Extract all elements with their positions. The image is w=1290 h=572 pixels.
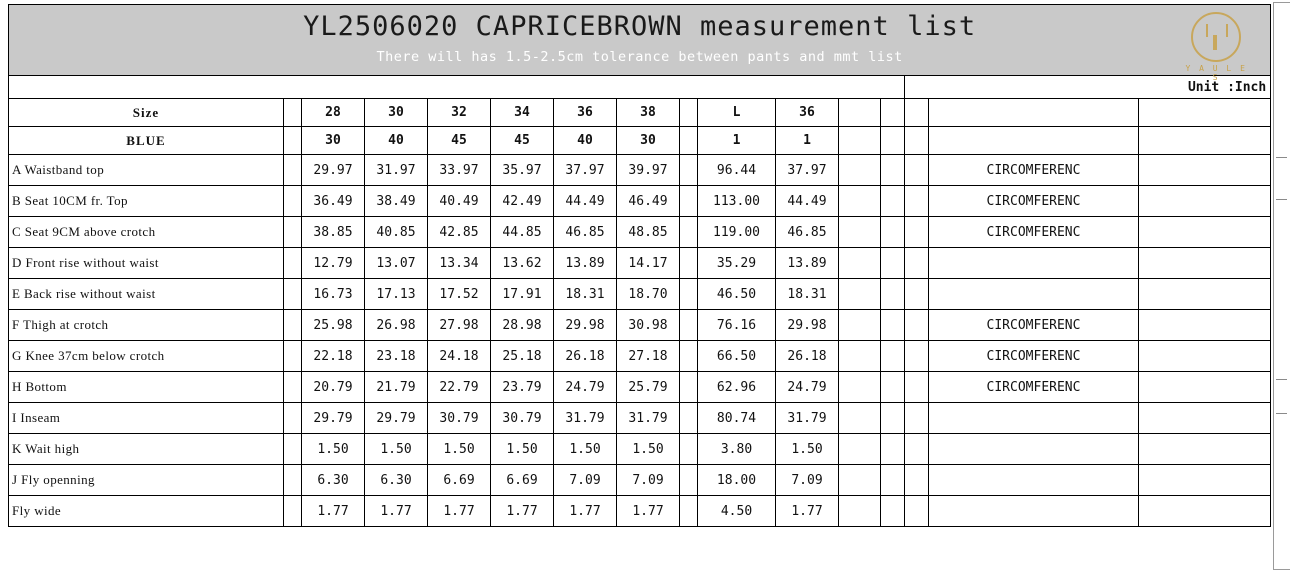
spacer-cell — [839, 403, 881, 434]
spacer-cell — [905, 496, 929, 527]
cell-total: 35.29 — [698, 248, 776, 279]
cell-size-1: 6.30 — [365, 465, 428, 496]
spacer-cell — [1139, 496, 1271, 527]
strip-tick — [1276, 157, 1287, 158]
spacer-cell — [680, 496, 698, 527]
cell-size-5: 39.97 — [617, 155, 680, 186]
cell-extra: 1.50 — [776, 434, 839, 465]
strip-tick — [1276, 379, 1287, 380]
cell-size-2: 6.69 — [428, 465, 491, 496]
cell-note — [929, 496, 1139, 527]
spacer-cell — [680, 403, 698, 434]
cell-size-0: 38.85 — [302, 217, 365, 248]
cell-size-3: 1.50 — [491, 434, 554, 465]
spacer-cell — [680, 248, 698, 279]
spacer-cell — [284, 496, 302, 527]
spacer-cell — [680, 279, 698, 310]
spacer-cell — [1139, 127, 1271, 155]
cell-note: CIRCOMFERENC — [929, 310, 1139, 341]
spacer-cell — [881, 341, 905, 372]
spacer-cell — [905, 372, 929, 403]
cell-size-1: 23.18 — [365, 341, 428, 372]
spacer-cell — [905, 341, 929, 372]
cell-size-3: 23.79 — [491, 372, 554, 403]
cell-size-4: 37.97 — [554, 155, 617, 186]
spacer-cell — [1139, 341, 1271, 372]
cell-total: 76.16 — [698, 310, 776, 341]
spacer-cell — [284, 99, 302, 127]
spacer-cell — [284, 248, 302, 279]
cell-total: 66.50 — [698, 341, 776, 372]
cell-extra: 29.98 — [776, 310, 839, 341]
header-size-4: 40 — [554, 127, 617, 155]
spacer-cell — [284, 341, 302, 372]
table-row — [9, 217, 1271, 248]
document-subtitle: There will has 1.5-2.5cm tolerance between pants and mmt list — [376, 49, 903, 65]
cell-size-5: 7.09 — [617, 465, 680, 496]
cell-size-3: 35.97 — [491, 155, 554, 186]
spacer-cell — [1139, 465, 1271, 496]
spacer-cell — [839, 99, 881, 127]
spacer-cell — [905, 310, 929, 341]
note-cell — [929, 127, 1139, 155]
spacer-cell — [680, 186, 698, 217]
spacer-cell — [680, 99, 698, 127]
spacer-cell — [905, 155, 929, 186]
cell-total: 3.80 — [698, 434, 776, 465]
cell-extra: 24.79 — [776, 372, 839, 403]
cell-size-4: 1.77 — [554, 496, 617, 527]
spacer-cell — [839, 496, 881, 527]
cell-size-3: 28.98 — [491, 310, 554, 341]
spacer-cell — [839, 127, 881, 155]
cell-total: 18.00 — [698, 465, 776, 496]
spacer-cell — [1139, 372, 1271, 403]
unit-label: Unit :Inch — [905, 76, 1271, 99]
spacer-cell — [680, 217, 698, 248]
table-row — [9, 496, 1271, 527]
spacer-cell — [881, 279, 905, 310]
cell-extra: 31.79 — [776, 403, 839, 434]
spacer-cell — [284, 186, 302, 217]
cell-size-2: 1.77 — [428, 496, 491, 527]
header-size-3: 34 — [491, 99, 554, 127]
spacer-cell — [284, 155, 302, 186]
cell-size-5: 14.17 — [617, 248, 680, 279]
spacer-cell — [839, 372, 881, 403]
spacer-cell — [680, 372, 698, 403]
cell-extra: 44.49 — [776, 186, 839, 217]
unit-row-spacer — [9, 76, 905, 99]
cell-size-5: 1.50 — [617, 434, 680, 465]
strip-tick — [1276, 413, 1287, 414]
table-header-row — [9, 127, 1271, 155]
spacer-cell — [881, 496, 905, 527]
spacer-cell — [284, 217, 302, 248]
cell-total: 46.50 — [698, 279, 776, 310]
cell-size-0: 12.79 — [302, 248, 365, 279]
header-size-5: 38 — [617, 99, 680, 127]
cell-size-1: 13.07 — [365, 248, 428, 279]
cell-total: 80.74 — [698, 403, 776, 434]
spacer-cell — [881, 403, 905, 434]
spacer-cell — [680, 155, 698, 186]
row-label: I Inseam — [9, 403, 284, 434]
spacer-cell — [839, 217, 881, 248]
cell-size-2: 42.85 — [428, 217, 491, 248]
cell-size-5: 30.98 — [617, 310, 680, 341]
spacer-cell — [839, 341, 881, 372]
cell-total: 113.00 — [698, 186, 776, 217]
spacer-cell — [905, 434, 929, 465]
spacer-cell — [1139, 99, 1271, 127]
cell-note: CIRCOMFERENC — [929, 155, 1139, 186]
cell-size-2: 27.98 — [428, 310, 491, 341]
cell-size-0: 20.79 — [302, 372, 365, 403]
cell-size-1: 38.49 — [365, 186, 428, 217]
cell-size-0: 6.30 — [302, 465, 365, 496]
spacer-cell — [680, 434, 698, 465]
cell-size-1: 26.98 — [365, 310, 428, 341]
cell-size-2: 1.50 — [428, 434, 491, 465]
cell-extra: 37.97 — [776, 155, 839, 186]
table-row — [9, 155, 1271, 186]
spacer-cell — [881, 372, 905, 403]
header-size-2: 45 — [428, 127, 491, 155]
table-row — [9, 434, 1271, 465]
cell-note: CIRCOMFERENC — [929, 372, 1139, 403]
spacer-cell — [839, 186, 881, 217]
cell-size-1: 1.77 — [365, 496, 428, 527]
header-extra: 1 — [776, 127, 839, 155]
cell-extra: 18.31 — [776, 279, 839, 310]
table-row — [9, 186, 1271, 217]
spacer-cell — [284, 279, 302, 310]
row-label: B Seat 10CM fr. Top — [9, 186, 284, 217]
cell-size-5: 31.79 — [617, 403, 680, 434]
cell-size-4: 29.98 — [554, 310, 617, 341]
header-size-0: 30 — [302, 127, 365, 155]
strip-tick — [1276, 199, 1287, 200]
spacer-cell — [284, 372, 302, 403]
cell-size-1: 17.13 — [365, 279, 428, 310]
spacer-cell — [1139, 155, 1271, 186]
cell-extra: 26.18 — [776, 341, 839, 372]
table-row — [9, 279, 1271, 310]
spacer-cell — [881, 186, 905, 217]
cell-total: 96.44 — [698, 155, 776, 186]
row-label: K Wait high — [9, 434, 284, 465]
spacer-cell — [284, 434, 302, 465]
cell-size-3: 25.18 — [491, 341, 554, 372]
cell-size-5: 18.70 — [617, 279, 680, 310]
header-size-1: 40 — [365, 127, 428, 155]
document-title: YL2506020 CAPRICEBROWN measurement list — [303, 11, 977, 42]
cell-extra: 46.85 — [776, 217, 839, 248]
cell-size-0: 1.77 — [302, 496, 365, 527]
spacer-cell — [1139, 279, 1271, 310]
cell-size-0: 25.98 — [302, 310, 365, 341]
spacer-cell — [1139, 217, 1271, 248]
spacer-cell — [680, 127, 698, 155]
cell-size-4: 46.85 — [554, 217, 617, 248]
logo-wordmark: Y A U L E S — [1185, 64, 1247, 82]
spacer-cell — [680, 341, 698, 372]
header-total: 1 — [698, 127, 776, 155]
cell-size-0: 16.73 — [302, 279, 365, 310]
row-label: G Knee 37cm below crotch — [9, 341, 284, 372]
spacer-cell — [839, 310, 881, 341]
spacer-cell — [839, 434, 881, 465]
spacer-cell — [284, 403, 302, 434]
header-label: Size — [9, 99, 284, 127]
spacer-cell — [1139, 434, 1271, 465]
cell-size-5: 25.79 — [617, 372, 680, 403]
cell-size-1: 1.50 — [365, 434, 428, 465]
spacer-cell — [905, 279, 929, 310]
table-row — [9, 248, 1271, 279]
spacer-cell — [680, 310, 698, 341]
cell-size-4: 7.09 — [554, 465, 617, 496]
spacer-cell — [284, 310, 302, 341]
title-cell — [9, 5, 1271, 82]
cell-note — [929, 465, 1139, 496]
spacer-cell — [284, 127, 302, 155]
table-header-row — [9, 99, 1271, 127]
header-size-0: 28 — [302, 99, 365, 127]
spacer-cell — [839, 279, 881, 310]
row-label: D Front rise without waist — [9, 248, 284, 279]
spacer-cell — [881, 217, 905, 248]
spacer-cell — [905, 248, 929, 279]
row-label: J Fly openning — [9, 465, 284, 496]
spacer-cell — [881, 155, 905, 186]
cell-note — [929, 434, 1139, 465]
cell-note: CIRCOMFERENC — [929, 341, 1139, 372]
cell-size-4: 1.50 — [554, 434, 617, 465]
spacer-cell — [284, 465, 302, 496]
cell-note — [929, 279, 1139, 310]
cell-size-5: 27.18 — [617, 341, 680, 372]
cell-note — [929, 403, 1139, 434]
cell-size-2: 22.79 — [428, 372, 491, 403]
title-row — [9, 5, 1271, 76]
cell-size-3: 42.49 — [491, 186, 554, 217]
row-label: H Bottom — [9, 372, 284, 403]
cell-size-2: 30.79 — [428, 403, 491, 434]
cell-size-0: 1.50 — [302, 434, 365, 465]
cell-size-5: 48.85 — [617, 217, 680, 248]
header-size-2: 32 — [428, 99, 491, 127]
cell-size-3: 6.69 — [491, 465, 554, 496]
table-row — [9, 310, 1271, 341]
note-cell — [929, 99, 1139, 127]
spacer-cell — [905, 186, 929, 217]
header-extra: 36 — [776, 99, 839, 127]
spacer-cell — [881, 127, 905, 155]
cell-size-0: 29.79 — [302, 403, 365, 434]
row-label: Fly wide — [9, 496, 284, 527]
cell-size-4: 18.31 — [554, 279, 617, 310]
cell-size-0: 36.49 — [302, 186, 365, 217]
cell-extra: 1.77 — [776, 496, 839, 527]
cell-size-2: 40.49 — [428, 186, 491, 217]
cell-note: CIRCOMFERENC — [929, 186, 1139, 217]
cell-size-1: 31.97 — [365, 155, 428, 186]
cell-size-1: 40.85 — [365, 217, 428, 248]
cell-size-2: 24.18 — [428, 341, 491, 372]
cell-size-3: 17.91 — [491, 279, 554, 310]
cell-extra: 13.89 — [776, 248, 839, 279]
header-size-5: 30 — [617, 127, 680, 155]
cell-size-2: 13.34 — [428, 248, 491, 279]
header-total: L — [698, 99, 776, 127]
spacer-cell — [905, 403, 929, 434]
cell-size-3: 30.79 — [491, 403, 554, 434]
cell-size-1: 21.79 — [365, 372, 428, 403]
header-size-3: 45 — [491, 127, 554, 155]
header-size-1: 30 — [365, 99, 428, 127]
table-row — [9, 465, 1271, 496]
spacer-cell — [680, 465, 698, 496]
cell-size-5: 1.77 — [617, 496, 680, 527]
row-label: C Seat 9CM above crotch — [9, 217, 284, 248]
header-size-4: 36 — [554, 99, 617, 127]
spacer-cell — [1139, 403, 1271, 434]
table-row — [9, 341, 1271, 372]
cell-size-4: 26.18 — [554, 341, 617, 372]
cell-size-2: 17.52 — [428, 279, 491, 310]
spacer-cell — [839, 465, 881, 496]
row-label: A Waistband top — [9, 155, 284, 186]
cell-note: CIRCOMFERENC — [929, 217, 1139, 248]
spacer-cell — [881, 99, 905, 127]
cell-size-3: 44.85 — [491, 217, 554, 248]
unit-row — [9, 76, 1271, 99]
spacer-cell — [1139, 186, 1271, 217]
brand-logo — [1184, 12, 1248, 82]
spacer-cell — [881, 248, 905, 279]
cell-size-0: 22.18 — [302, 341, 365, 372]
cell-size-0: 29.97 — [302, 155, 365, 186]
spacer-cell — [905, 127, 929, 155]
spacer-cell — [1139, 248, 1271, 279]
spacer-cell — [905, 217, 929, 248]
cell-size-3: 1.77 — [491, 496, 554, 527]
spacer-cell — [839, 155, 881, 186]
spacer-cell — [1139, 310, 1271, 341]
table-row — [9, 372, 1271, 403]
cell-total: 119.00 — [698, 217, 776, 248]
cell-total: 4.50 — [698, 496, 776, 527]
cell-size-2: 33.97 — [428, 155, 491, 186]
cell-size-1: 29.79 — [365, 403, 428, 434]
cell-extra: 7.09 — [776, 465, 839, 496]
cell-size-4: 13.89 — [554, 248, 617, 279]
header-label: BLUE — [9, 127, 284, 155]
logo-mark-icon — [1191, 12, 1241, 62]
spacer-cell — [905, 465, 929, 496]
measurement-table — [8, 4, 1271, 527]
right-edge-strip — [1273, 2, 1290, 570]
row-label: F Thigh at crotch — [9, 310, 284, 341]
cell-size-4: 44.49 — [554, 186, 617, 217]
spacer-cell — [905, 99, 929, 127]
table-row — [9, 403, 1271, 434]
cell-note — [929, 248, 1139, 279]
cell-size-5: 46.49 — [617, 186, 680, 217]
cell-size-4: 31.79 — [554, 403, 617, 434]
spacer-cell — [881, 434, 905, 465]
cell-total: 62.96 — [698, 372, 776, 403]
cell-size-3: 13.62 — [491, 248, 554, 279]
cell-size-4: 24.79 — [554, 372, 617, 403]
spacer-cell — [881, 465, 905, 496]
spacer-cell — [839, 248, 881, 279]
row-label: E Back rise without waist — [9, 279, 284, 310]
spacer-cell — [881, 310, 905, 341]
